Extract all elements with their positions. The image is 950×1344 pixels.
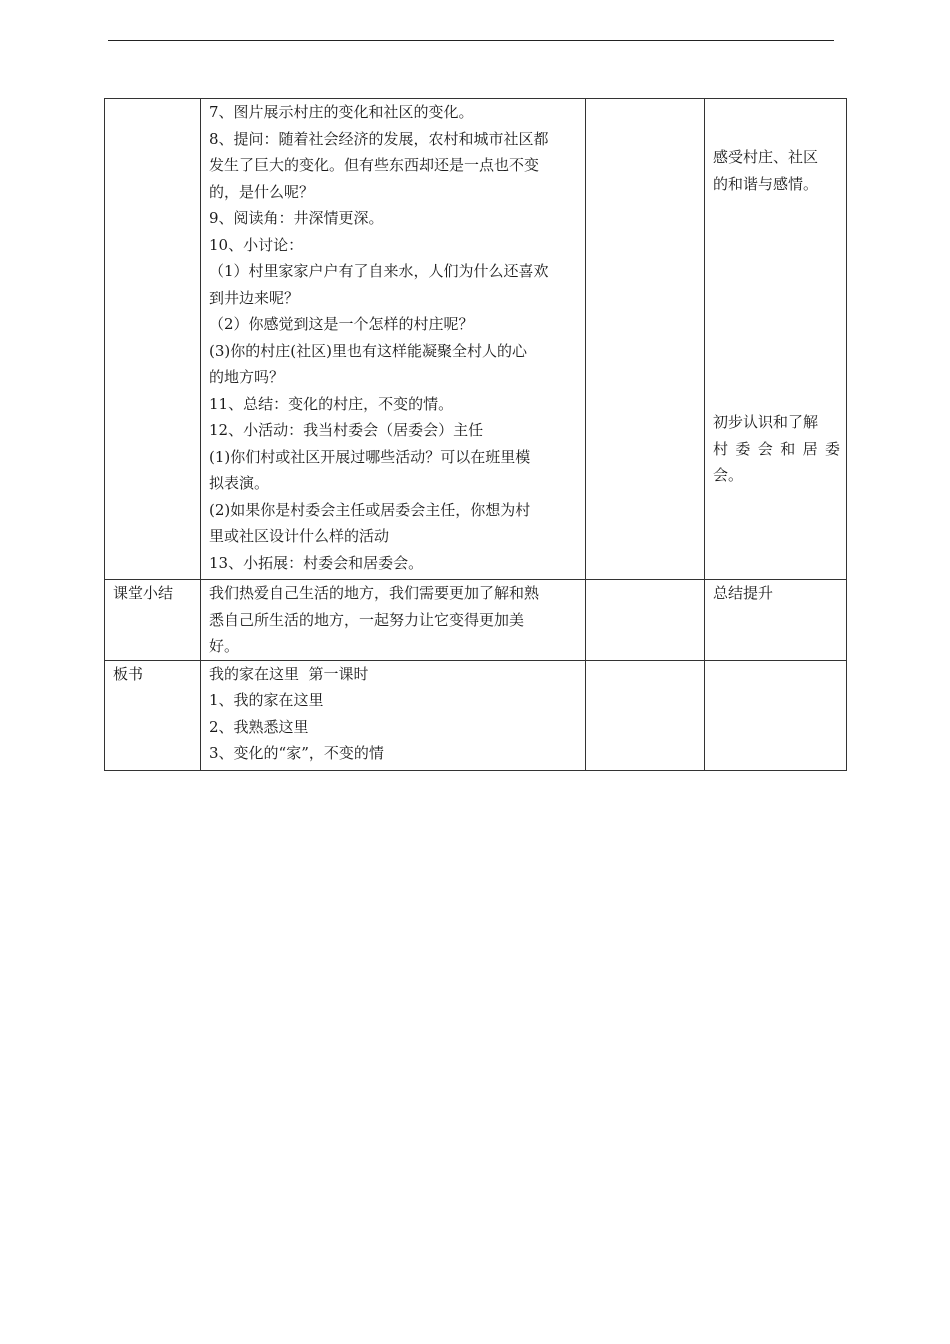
summary-line: 好。	[209, 637, 240, 655]
activities-resource-cell	[586, 99, 705, 580]
step-line: 9、阅读角：井深情更深。	[209, 209, 384, 227]
summary-line: 悉自己所生活的地方，一起努力让它变得更加美	[209, 610, 525, 629]
activities-steps-cell	[201, 99, 586, 580]
summary-content-cell	[201, 580, 586, 661]
step-line: 13、小拓展：村委会和居委会。	[209, 553, 424, 572]
board-line: 1、我的家在这里	[209, 691, 324, 709]
header-rule	[108, 40, 834, 41]
summary-resource-cell	[586, 580, 705, 661]
board-line: 3、变化的“家”，不变的情	[209, 744, 384, 762]
step-line: 里或社区设计什么样的活动	[209, 527, 390, 545]
goal-line: 的和谐与感情。	[713, 174, 819, 193]
summary-label-cell: 课堂小结	[105, 580, 201, 661]
step-line: 拟表演。	[209, 474, 270, 492]
activities-label-cell	[105, 99, 201, 580]
goal-line: 感受村庄、社区	[713, 148, 819, 166]
activities-goal-cell	[705, 99, 847, 580]
step-line: 8、提问：随着社会经济的发展，农村和城市社区都	[209, 129, 549, 148]
step-line: 的，是什么呢？	[209, 182, 315, 201]
table-row-board	[105, 660, 847, 770]
goal-line: 初步认识和了解	[713, 413, 819, 431]
table-row-activities	[105, 99, 847, 580]
step-line: 12、小活动：我当村委会（居委会）主任	[209, 421, 484, 439]
step-line: (1)你们村或社区开展过哪些活动？可以在班里模	[209, 447, 531, 466]
table-row-summary	[105, 580, 847, 661]
step-line: 的地方吗？	[209, 368, 285, 386]
summary-line: 我们热爱自己生活的地方，我们需要更加了解和熟	[209, 584, 540, 602]
goal-line: 会。	[713, 466, 744, 484]
board-resource-cell	[586, 660, 705, 770]
step-line: （2）你感觉到这是一个怎样的村庄呢？	[209, 315, 474, 333]
goal-line: 村委会和居委	[713, 439, 840, 458]
board-label-cell: 板书	[105, 660, 201, 770]
step-line: （1）村里家家户户有了自来水，人们为什么还喜欢	[209, 262, 549, 280]
board-line: 2、我熟悉这里	[209, 717, 309, 736]
board-goal-cell	[705, 660, 847, 770]
step-line: (3)你的村庄(社区)里也有这样能凝聚全村人的心	[209, 341, 527, 360]
board-content-cell	[201, 660, 586, 770]
step-line: 10、小讨论：	[209, 235, 304, 254]
step-line: 11、总结：变化的村庄，不变的情。	[209, 394, 454, 413]
summary-goal-cell: 总结提升	[705, 580, 847, 661]
board-line: 我的家在这里 第一课时	[209, 664, 369, 683]
step-line: 7、图片展示村庄的变化和社区的变化。	[209, 103, 474, 121]
lesson-plan-table	[104, 98, 847, 771]
step-line: (2)如果你是村委会主任或居委会主任，你想为村	[209, 500, 531, 519]
step-line: 到井边来呢？	[209, 288, 300, 307]
step-line: 发生了巨大的变化。但有些东西却还是一点也不变	[209, 156, 540, 174]
